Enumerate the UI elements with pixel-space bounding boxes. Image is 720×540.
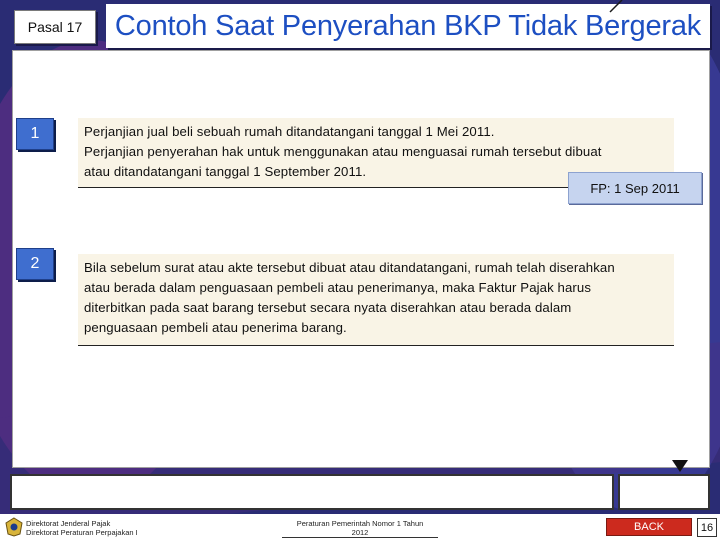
item-number-badge: 2: [16, 248, 54, 280]
item-text-line: Perjanjian penyerahan hak untuk menggunakan atau menguasai rumah tersebut dibuat: [84, 144, 602, 159]
footer-regulation: [282, 519, 438, 538]
footer-org-line: Direktorat Peraturan Perpajakan I: [26, 528, 138, 537]
slide-title-bar: [106, 4, 710, 48]
caption-bar: [10, 474, 614, 510]
pasal-label: Pasal 17: [14, 10, 96, 44]
item-text-line: atau berada dalam penguasaan pembeli atau penerimanya, maka Faktur Pajak harus: [84, 280, 592, 295]
item-text-line: atau ditandatangani tanggal 1 September 2011.: [84, 164, 367, 179]
ministry-emblem-icon: [4, 517, 24, 537]
item-text-line: Bila sebelum surat atau akte tersebut dibuat atau ditandatangani, rumah telah diserahkan: [84, 260, 615, 275]
page-number: 16: [697, 518, 717, 537]
pointer-arrow-icon: [672, 460, 688, 472]
item-text-line: Perjanjian jual beli sebuah rumah ditandatangani tanggal 1 Mei 2011.: [84, 124, 495, 139]
decorative-stroke: [608, 0, 648, 14]
faktur-pajak-callout: FP: 1 Sep 2011: [568, 172, 702, 204]
footer-reg-line: 2012: [351, 528, 369, 537]
slide-title: Contoh Saat Penyerahan BKP Tidak Bergerak: [114, 9, 702, 42]
footer-organization: [26, 519, 138, 537]
back-button[interactable]: BACK: [606, 518, 692, 536]
item-text-line: penguasaan pembeli atau penerima barang.: [84, 320, 347, 335]
item-number-badge: 1: [16, 118, 54, 150]
item-text-box: [78, 254, 674, 346]
footer: [0, 514, 720, 540]
footer-org-line: Direktorat Jenderal Pajak: [26, 519, 111, 528]
side-box: [618, 474, 710, 510]
footer-reg-line: Peraturan Pemerintah Nomor 1 Tahun: [296, 519, 424, 528]
item-text-line: diterbitkan pada saat barang tersebut secara nyata diserahkan atau berada dalam: [84, 300, 572, 315]
